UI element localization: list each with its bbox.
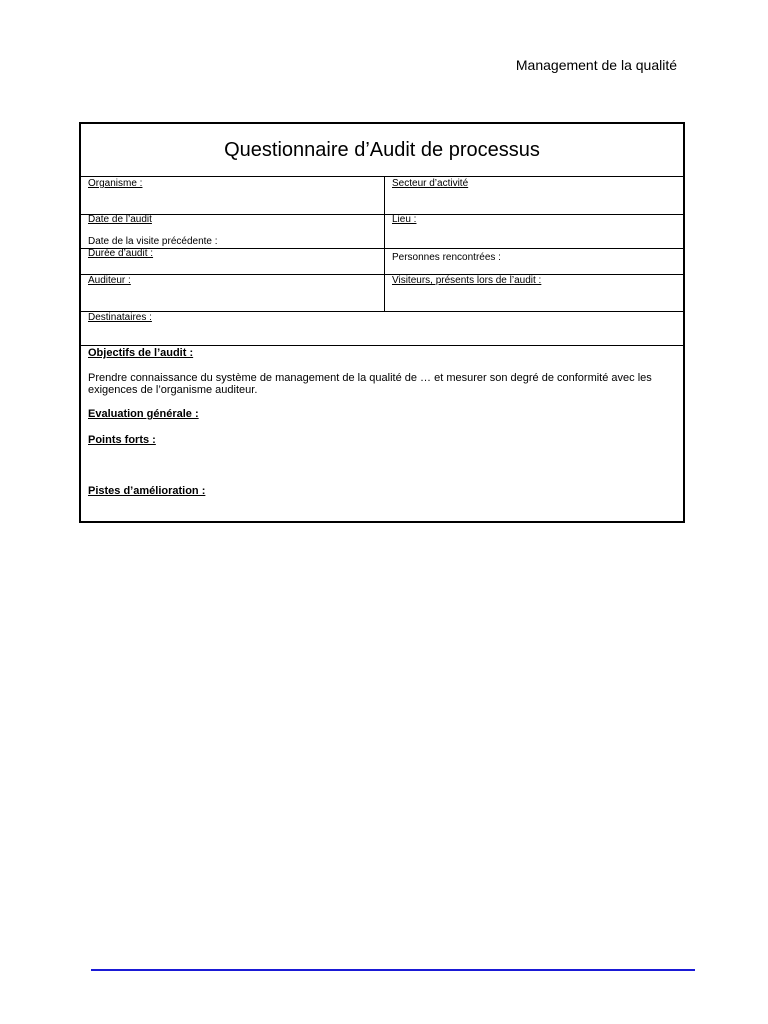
row-date <box>81 214 683 249</box>
running-header: Management de la qualité <box>515 57 677 73</box>
objectifs-heading: Objectifs de l’audit : <box>88 347 194 359</box>
auditeur-label: Auditeur : <box>88 275 131 286</box>
organisme-cell[interactable] <box>81 176 385 214</box>
visiteurs-cell[interactable] <box>385 274 683 311</box>
row-destinataires <box>81 311 683 346</box>
audit-form <box>79 122 685 523</box>
auditeur-cell[interactable] <box>81 274 385 311</box>
row-auditeur <box>81 274 683 312</box>
lieu-cell[interactable] <box>385 214 683 248</box>
duree-label: Durée d’audit : <box>88 248 154 259</box>
evaluation-heading: Evaluation générale : <box>88 408 199 420</box>
date-audit-label: Date de l’audit <box>88 214 152 225</box>
points-forts-heading: Points forts : <box>88 434 156 446</box>
date-visite-label: Date de la visite précédente : <box>88 236 218 247</box>
secteur-label: Secteur d’activité <box>392 178 469 189</box>
destinataires-cell[interactable] <box>81 311 683 345</box>
destinataires-label: Destinataires : <box>88 312 152 323</box>
secteur-cell[interactable] <box>385 176 683 214</box>
lieu-label: Lieu : <box>392 214 417 225</box>
duree-cell[interactable] <box>81 248 385 274</box>
organisme-label: Organisme : <box>88 178 143 189</box>
date-cell[interactable] <box>81 214 385 248</box>
personnes-cell[interactable] <box>385 248 683 274</box>
visiteurs-label: Visiteurs, présents lors de l’audit : <box>392 275 542 286</box>
pistes-heading: Pistes d’amélioration : <box>88 485 206 497</box>
row-duree <box>81 248 683 275</box>
row-organisme <box>81 176 683 215</box>
objectifs-text: Prendre connaissance du système de management de la qualité de … et mesurer son degré de conformité avec les exigences de l’organisme auditeur. <box>88 372 652 396</box>
form-title: Questionnaire d’Audit de processus <box>81 124 683 177</box>
personnes-label: Personnes rencontrées : <box>392 252 501 263</box>
footer-rule <box>91 969 695 971</box>
